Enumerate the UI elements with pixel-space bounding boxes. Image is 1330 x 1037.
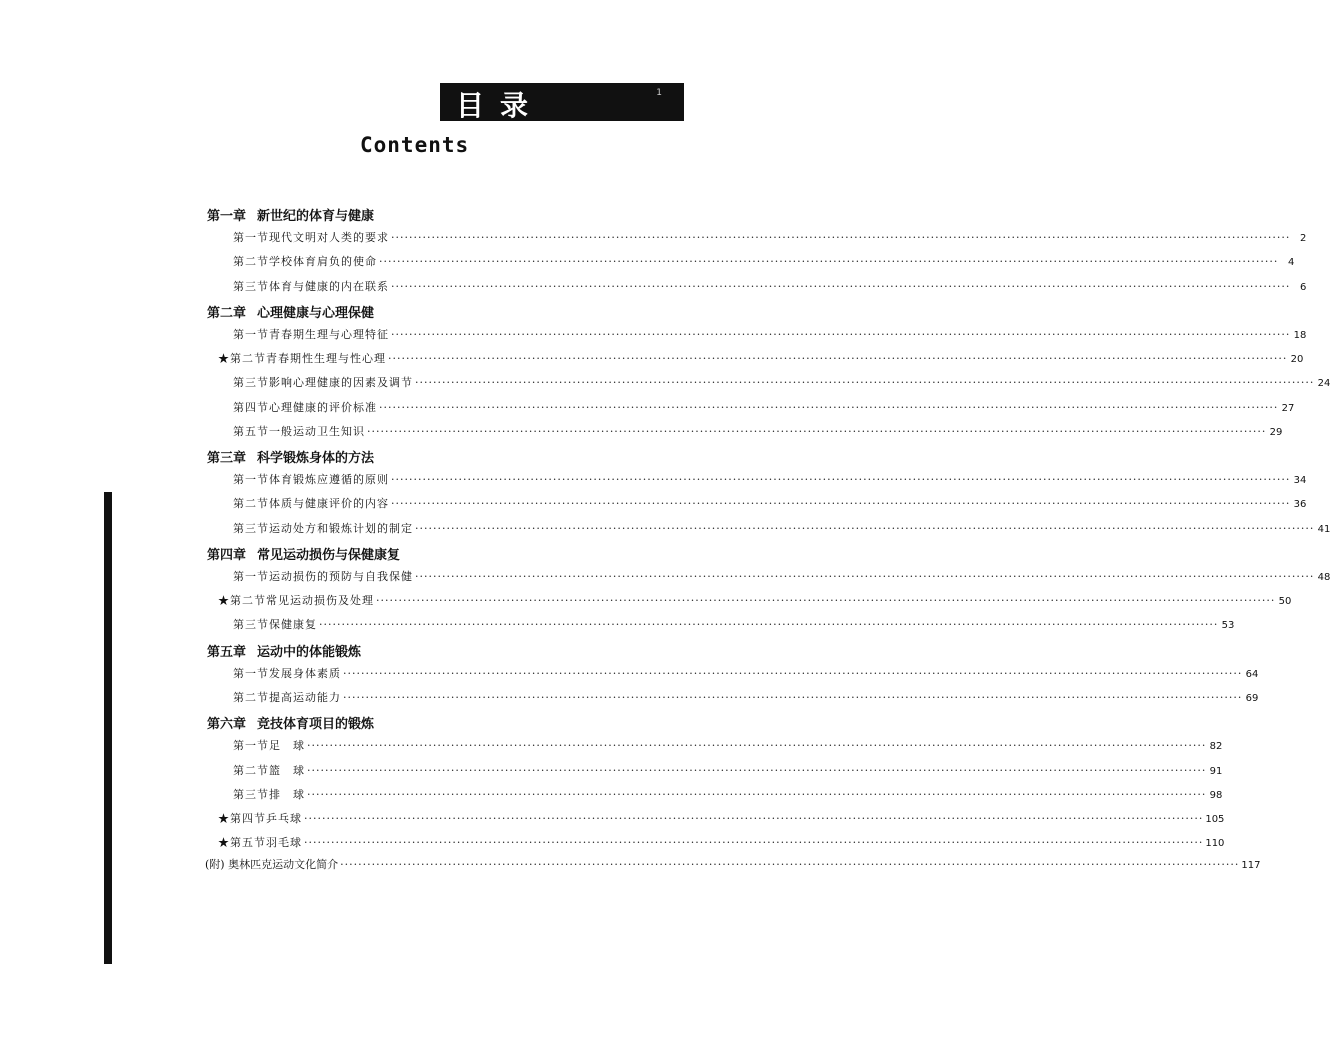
dot-leader: ········································································································································································································	[376, 594, 1276, 608]
dot-leader: ········································································································································································································	[415, 376, 1315, 390]
page-number: 50	[1278, 596, 1292, 608]
page-number: 41	[1317, 523, 1330, 535]
page-number: 34	[1293, 475, 1307, 487]
toc-entry[interactable]	[233, 399, 1295, 415]
chapter-heading[interactable]	[207, 302, 374, 321]
section-title: 青春期性生理与性心理	[266, 352, 386, 366]
toc-entry[interactable]	[233, 762, 1223, 778]
section-title: 青春期生理与心理特征	[269, 328, 389, 341]
toc-entry[interactable]	[233, 520, 1330, 536]
page-number: 117	[1241, 860, 1261, 872]
section-title: 羽毛球	[266, 836, 302, 850]
page-number: 18	[1293, 330, 1307, 341]
chapter-label: 第六章	[207, 717, 247, 733]
dot-leader: ········································································································································································································	[343, 666, 1243, 680]
chapter-title: 常见运动损伤与保健康复	[257, 547, 401, 563]
chapter-heading[interactable]	[207, 447, 374, 466]
page-number: 98	[1209, 789, 1223, 801]
toc-entry[interactable]	[233, 423, 1283, 439]
toc-entry[interactable]	[218, 350, 1304, 366]
page-subtitle: Contents	[360, 133, 470, 157]
section-title: 保健康复	[269, 618, 317, 632]
dot-leader: ········································································································································································································	[343, 691, 1243, 704]
chapter-label: 第一章	[207, 209, 247, 224]
section-title: 运动损伤的预防与自我保健	[269, 570, 413, 583]
page-number: 91	[1209, 765, 1223, 777]
section-label: 第一节	[233, 231, 269, 245]
chapter-title: 运动中的体能锻炼	[257, 644, 362, 660]
section-label: 第三节	[233, 521, 269, 535]
section-label: ★第五节	[218, 836, 266, 850]
toc-entry[interactable]	[233, 786, 1223, 802]
section-label: 第二节	[233, 255, 269, 269]
section-label: 第三节	[233, 376, 269, 390]
page-number: 53	[1221, 620, 1235, 632]
page-number: 69	[1245, 693, 1259, 704]
dot-leader: ········································································································································································································	[307, 787, 1207, 801]
dot-leader: ········································································································································································································	[367, 424, 1267, 438]
chapter-heading[interactable]	[207, 205, 374, 224]
chapter-label: 第二章	[207, 305, 247, 321]
toc-entry[interactable]	[233, 689, 1259, 705]
section-label: 第一节	[233, 739, 269, 753]
section-label: 第三节	[233, 279, 269, 293]
page-number: 105	[1205, 814, 1225, 825]
section-title: 体质与健康评价的内容	[269, 497, 389, 511]
page-number: 27	[1281, 402, 1295, 414]
page-number: 2	[1299, 233, 1307, 245]
page-number: 36	[1293, 499, 1307, 511]
section-title: 现代文明对人类的要求	[269, 231, 389, 245]
section-title: 一般运动卫生知识	[269, 424, 365, 438]
section-title: 提高运动能力	[269, 691, 341, 704]
dot-leader: ········································································································································································································	[340, 858, 1240, 872]
toc-entry[interactable]	[218, 834, 1225, 850]
section-title: 排 球	[269, 787, 305, 801]
page-number: 4	[1287, 257, 1295, 269]
section-label: 第一节	[233, 666, 269, 680]
appendix-title: (附) 奥林匹克运动文化简介	[205, 858, 339, 872]
dot-leader: ········································································································································································································	[391, 231, 1291, 245]
chapter-title: 新世纪的体育与健康	[257, 209, 375, 224]
toc-entry[interactable]	[233, 253, 1295, 269]
section-label: ★第二节	[218, 352, 266, 366]
toc-entry[interactable]	[233, 229, 1307, 245]
chapter-title: 心理健康与心理保健	[257, 305, 375, 321]
page-number: 24	[1317, 378, 1330, 390]
section-label: 第三节	[233, 618, 269, 632]
chapter-title: 科学锻炼身体的方法	[257, 451, 375, 466]
section-title: 运动处方和锻炼计划的制定	[269, 521, 413, 535]
appendix-entry[interactable]	[205, 856, 1261, 872]
toc-entry[interactable]	[233, 616, 1235, 632]
section-label: 第二节	[233, 763, 269, 777]
section-title: 心理健康的评价标准	[269, 400, 377, 414]
toc-entry[interactable]	[233, 665, 1259, 681]
toc-entry[interactable]	[233, 495, 1307, 511]
section-title: 篮 球	[269, 763, 305, 777]
section-label: 第三节	[233, 787, 269, 801]
toc-entry[interactable]	[233, 737, 1223, 753]
dot-leader: ········································································································································································································	[391, 473, 1291, 487]
chapter-label: 第五章	[207, 644, 247, 660]
section-title: 学校体育肩负的使命	[269, 255, 377, 269]
section-title: 乒乓球	[266, 812, 302, 825]
section-label: ★第二节	[218, 594, 266, 608]
section-label: 第四节	[233, 400, 269, 414]
dot-leader: ········································································································································································································	[304, 836, 1204, 850]
dot-leader: ········································································································································································································	[319, 618, 1219, 632]
page-number: 48	[1317, 572, 1330, 583]
toc-entry[interactable]	[233, 374, 1330, 390]
toc-entry[interactable]	[218, 810, 1225, 826]
section-label: 第一节	[233, 473, 269, 487]
toc-entry[interactable]	[233, 568, 1330, 584]
dot-leader: ········································································································································································································	[307, 739, 1207, 753]
section-label: 第二节	[233, 691, 269, 704]
dot-leader: ········································································································································································································	[415, 521, 1315, 535]
toc-entry[interactable]	[233, 278, 1307, 294]
page-title: 目录	[456, 89, 545, 122]
dot-leader: ········································································································································································································	[391, 497, 1291, 511]
chapter-title: 竞技体育项目的锻炼	[257, 717, 375, 733]
section-title: 发展身体素质	[269, 666, 341, 680]
section-title: 足 球	[269, 739, 305, 753]
section-title: 常见运动损伤及处理	[266, 594, 374, 608]
section-title: 影响心理健康的因素及调节	[269, 376, 413, 390]
dot-leader: ········································································································································································································	[307, 763, 1207, 777]
section-label: 第一节	[233, 328, 269, 341]
dot-leader: ········································································································································································································	[391, 328, 1291, 341]
page-number: 6	[1299, 281, 1307, 293]
dot-leader: ········································································································································································································	[379, 255, 1279, 269]
chapter-heading[interactable]	[207, 544, 400, 563]
dot-leader: ········································································································································································································	[388, 352, 1288, 366]
section-title: 体育锻炼应遵循的原则	[269, 473, 389, 487]
dot-leader: ········································································································································································································	[304, 812, 1204, 825]
chapter-label: 第三章	[207, 451, 247, 466]
page-mark: 1	[656, 88, 662, 98]
dot-leader: ········································································································································································································	[391, 279, 1291, 293]
page-number: 82	[1209, 741, 1223, 753]
page-number: 29	[1269, 426, 1283, 438]
section-label: ★第四节	[218, 812, 266, 825]
chapter-heading[interactable]	[207, 641, 361, 660]
toc-entry[interactable]	[233, 471, 1307, 487]
toc-entry[interactable]	[218, 592, 1292, 608]
chapter-heading[interactable]	[207, 713, 374, 732]
page-number: 20	[1290, 354, 1304, 366]
dot-leader: ········································································································································································································	[415, 570, 1315, 583]
section-label: 第一节	[233, 570, 269, 583]
section-title: 体育与健康的内在联系	[269, 279, 389, 293]
page-number: 110	[1205, 838, 1225, 850]
dot-leader: ········································································································································································································	[379, 400, 1279, 414]
section-label: 第二节	[233, 497, 269, 511]
toc-entry[interactable]	[233, 326, 1307, 342]
chapter-label: 第四章	[207, 547, 247, 563]
page-number: 64	[1245, 668, 1259, 680]
section-label: 第五节	[233, 424, 269, 438]
